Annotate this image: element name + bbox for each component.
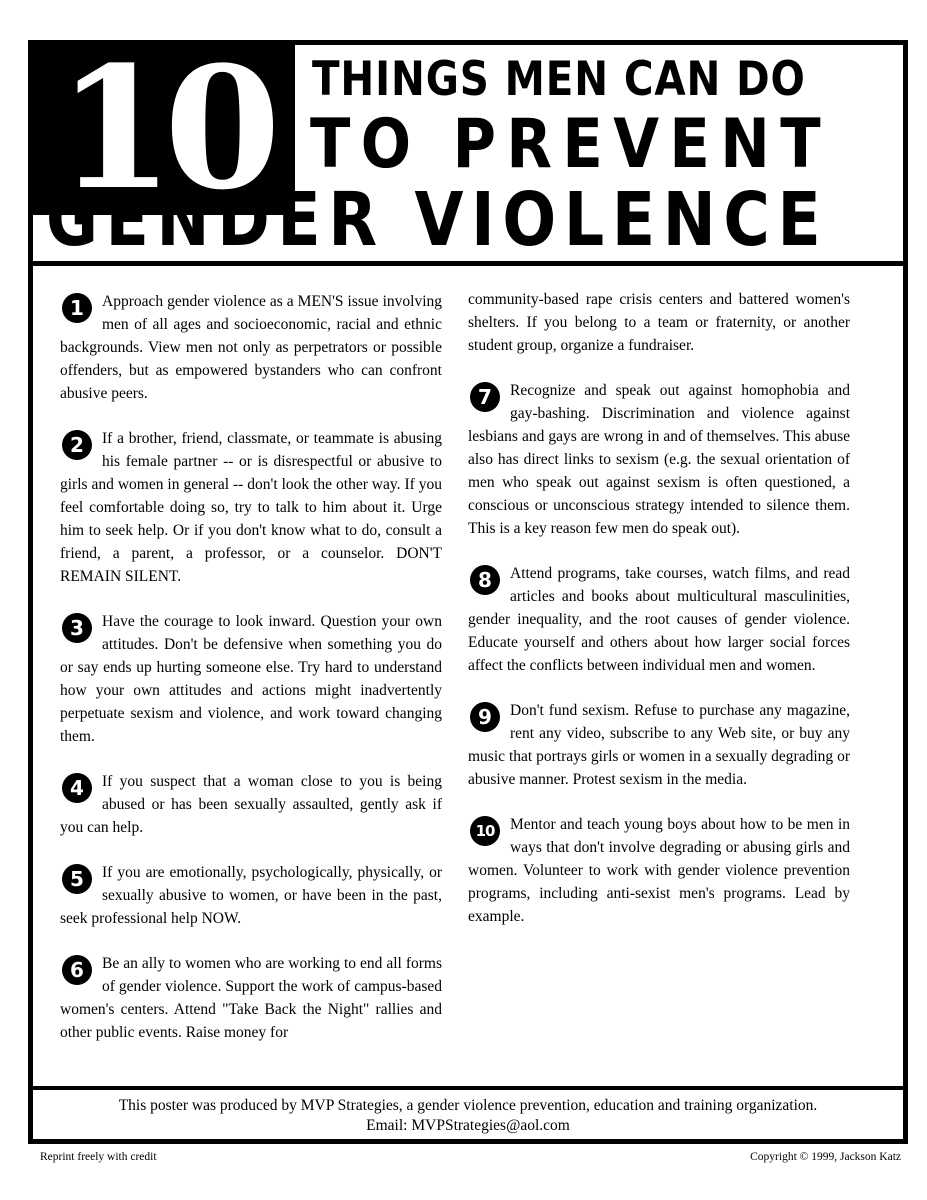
item-number-badge: 10 (470, 816, 500, 846)
list-item-5 (60, 861, 442, 930)
item-text: Have the courage to look inward. Question your own attitudes. Don't be defensive when something you do or say ends up hurting someone else. Try hard to understand how your own attitudes and actions might inadvertently perpetuate sexism and violence, and work toward changing them. (60, 613, 442, 745)
item-number-badge: 7 (470, 382, 500, 412)
list-item-9 (468, 699, 850, 791)
title-line-2: TO PREVENT (310, 105, 832, 184)
item-number-badge: 2 (62, 430, 92, 460)
item-number-badge: 3 (62, 613, 92, 643)
item-number-badge: 6 (62, 955, 92, 985)
footer-email: Email: MVPStrategies@aol.com (366, 1117, 570, 1134)
footer-divider (33, 1086, 903, 1090)
item-number-badge: 5 (62, 864, 92, 894)
list-item-6 (60, 952, 442, 1044)
item-number-badge: 8 (470, 565, 500, 595)
list-item-6-continued: community-based rape crisis centers and battered women's shelters. If you belong to a team or fraternity, or another student group, organize a fundraiser. (468, 291, 850, 354)
right-column (468, 288, 850, 950)
item-text: Mentor and teach young boys about how to be men in ways that don't involve degrading or abusing girls and women. Volunteer to work with gender violence prevention programs, including anti-sexist men's programs. Lead by example. (468, 816, 850, 925)
item-number-badge: 1 (62, 293, 92, 323)
list-item-2 (60, 427, 442, 588)
reprint-note: Reprint freely with credit (40, 1151, 157, 1163)
item-text: Recognize and speak out against homophobia and gay-bashing. Discrimination and violence against lesbians and gays are wrong in and of themselves. This abuse also has direct links to sexism (e.g. the sexual orientation of men who speak out against sexism is often questioned, a conscious or unconscious strategy intended to silence them. This is a key reason few men do speak out). (468, 382, 850, 537)
list-item-10 (468, 813, 850, 928)
list-item-8 (468, 562, 850, 677)
poster-header (28, 29, 908, 266)
left-column (60, 290, 442, 1066)
item-text: Approach gender violence as a MEN'S issue involving men of all ages and socioeconomic, racial and ethnic backgrounds. View men not only as perpetrators or possible offenders, but as empowered bystanders who can confront abusive peers. (60, 293, 442, 402)
list-item-4 (60, 770, 442, 839)
item-text: If a brother, friend, classmate, or teammate is abusing his female partner -- or is disrespectful or abusive to girls and women in general -- don't look the other way. If you feel comfortable doing so, try to talk to him about it. Urge him to seek help. Or if you don't know what to do, consult a friend, a parent, a professor, or a counselor. DON'T REMAIN SILENT. (60, 430, 442, 585)
title-line-3: GENDER VIOLENCE (46, 177, 829, 263)
list-item-1 (60, 290, 442, 405)
item-text: If you are emotionally, psychologically, physically, or sexually abusive to women, or have been in the past, seek professional help NOW. (60, 864, 442, 927)
copyright-note: Copyright © 1999, Jackson Katz (750, 1151, 901, 1163)
item-number-badge: 9 (470, 702, 500, 732)
list-item-7 (468, 379, 850, 540)
item-number-badge: 4 (62, 773, 92, 803)
item-text: Don't fund sexism. Refuse to purchase any magazine, rent any video, subscribe to any Web site, or buy any music that portrays girls or women in a sexually degrading or abusive manner. Protest sexism in the media. (468, 702, 850, 788)
number-ten: 10 (57, 29, 271, 227)
title-line-1: THINGS MEN CAN DO (312, 52, 806, 107)
item-text: If you suspect that a woman close to you is being abused or has been sexually assaulted, gently ask if you can help. (60, 773, 442, 836)
footer (33, 1096, 903, 1136)
list-item-3 (60, 610, 442, 748)
item-text: Be an ally to women who are working to end all forms of gender violence. Support the work of campus-based women's centers. Attend "Take Back the Night" rallies and other public events. Raise money for (60, 955, 442, 1041)
item-text: Attend programs, take courses, watch films, and read articles and books about multicultural masculinities, gender inequality, and the root causes of gender violence. Educate yourself and others about how larger social forces affect the conflicts between individual men and women. (468, 565, 850, 674)
footer-credit: This poster was produced by MVP Strategies, a gender violence prevention, education and training organization. (118, 1097, 818, 1114)
